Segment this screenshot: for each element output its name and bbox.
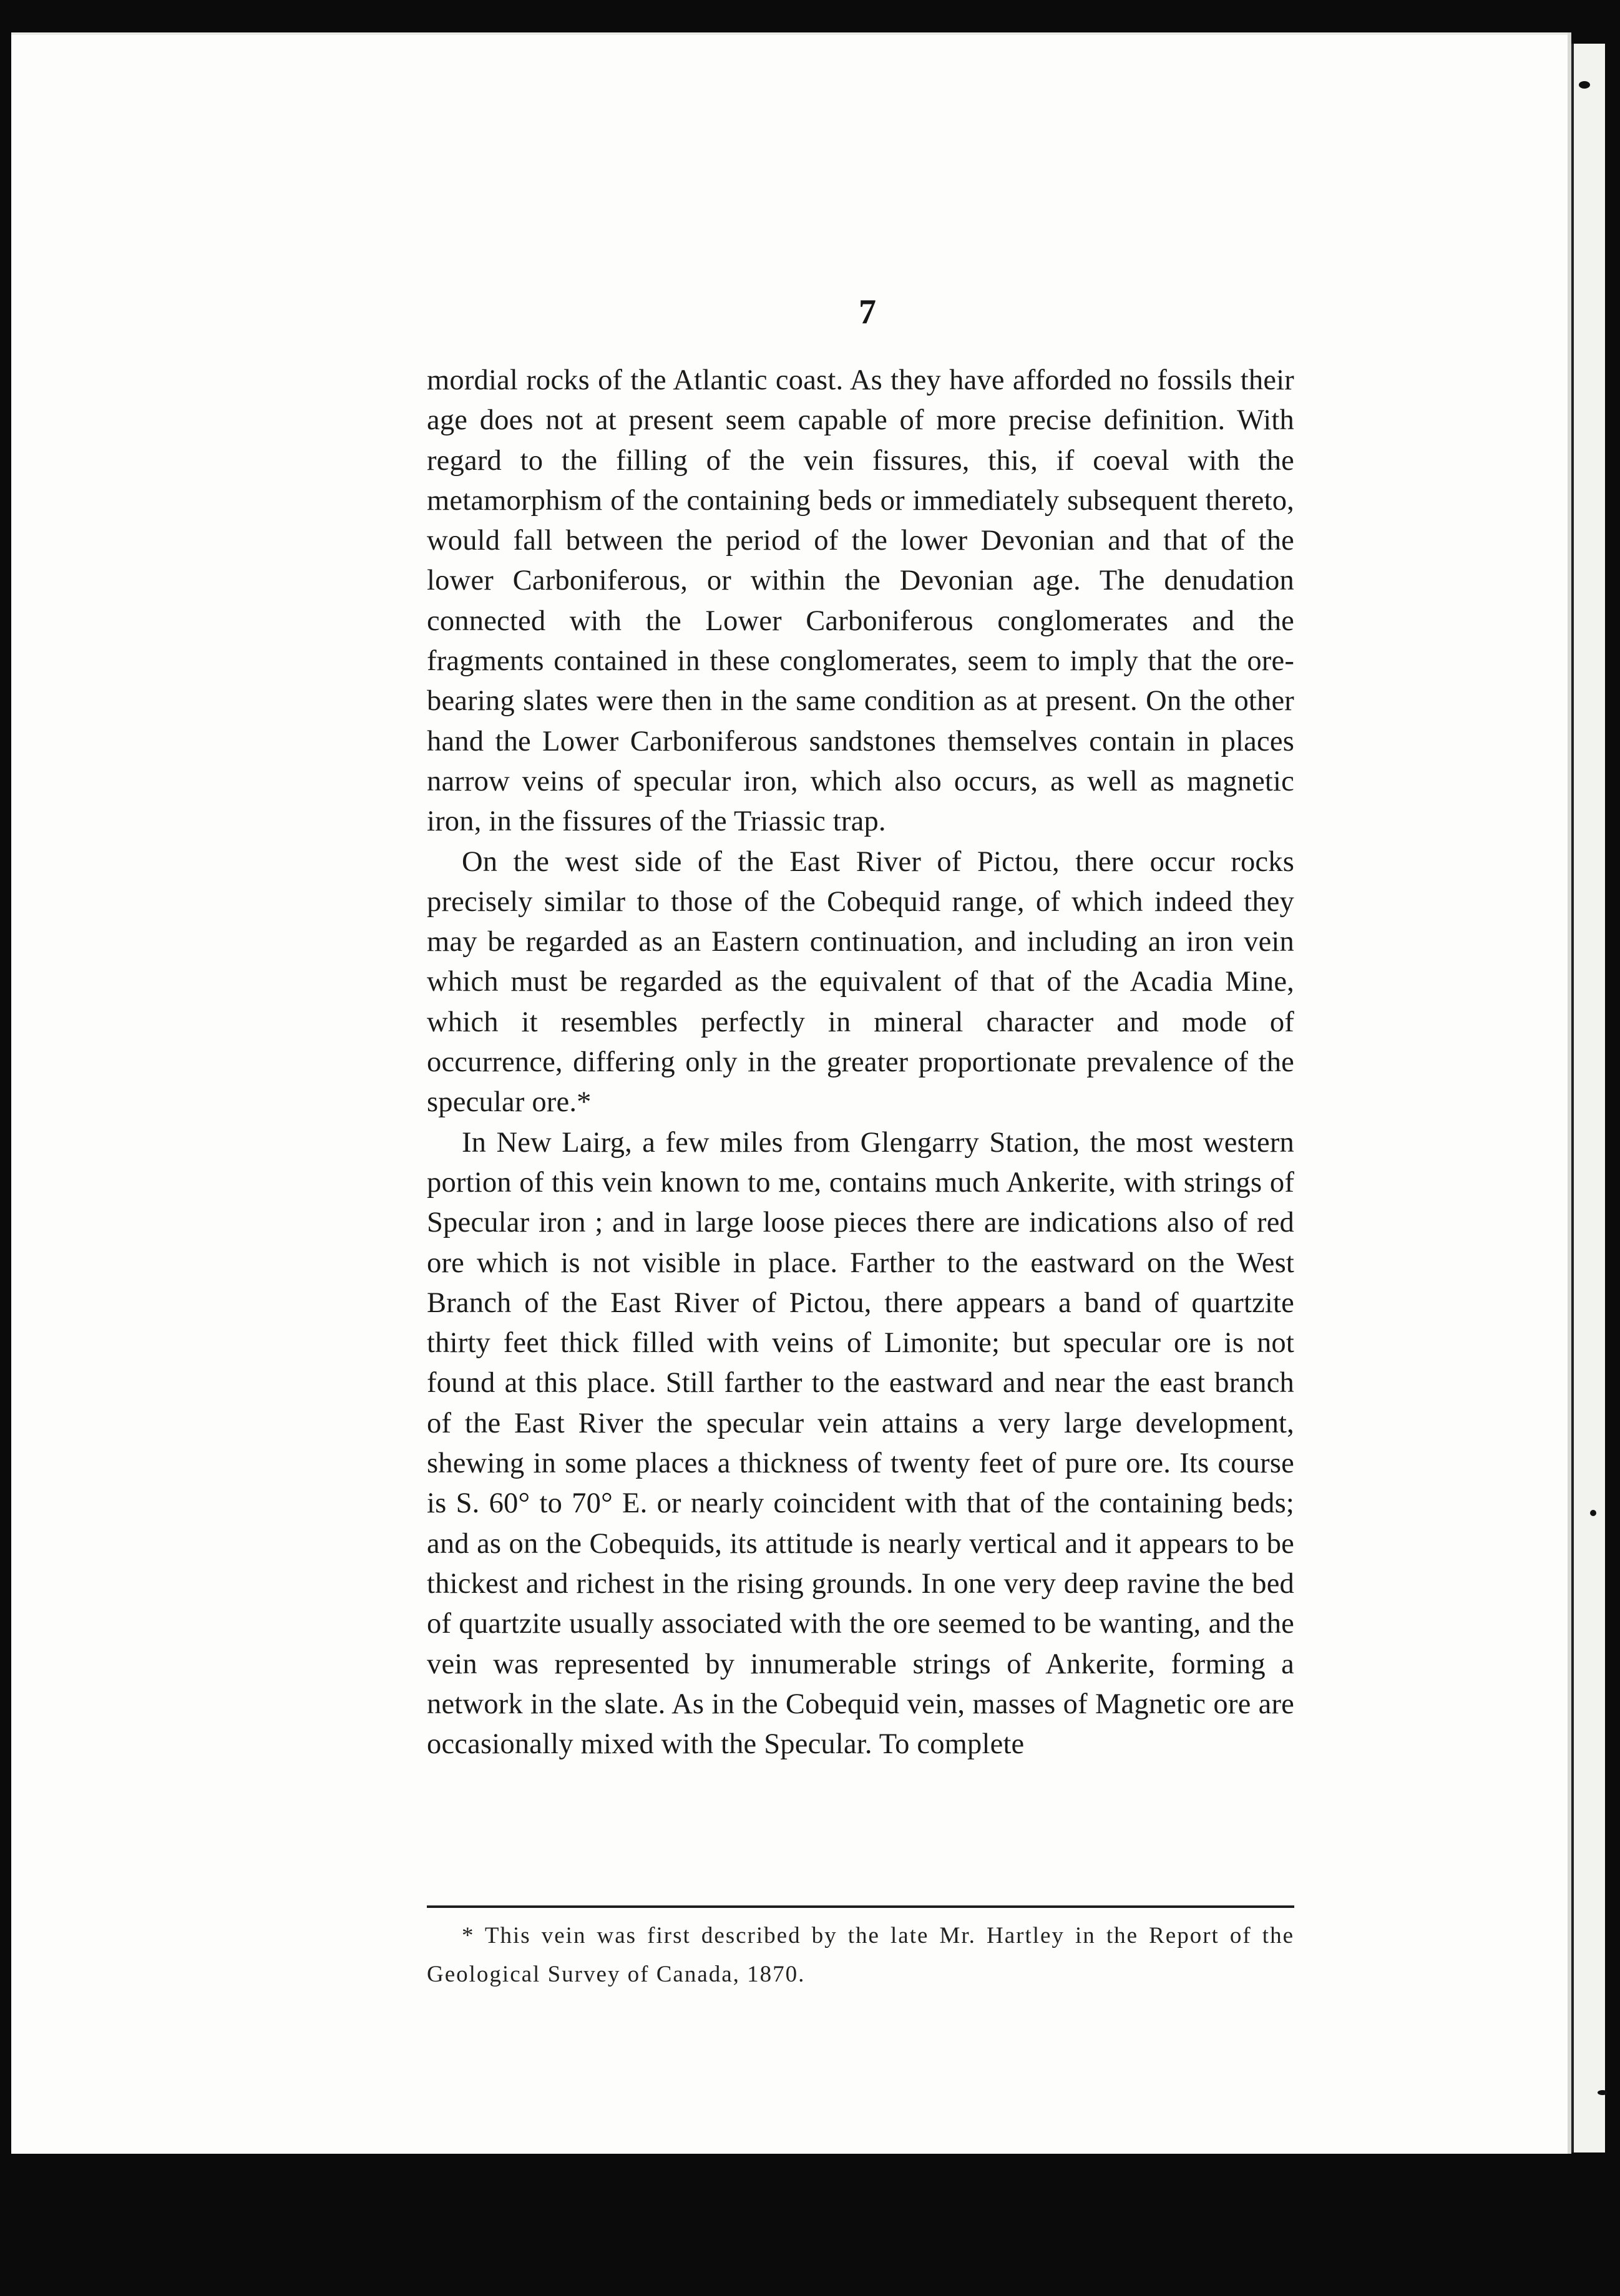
body-text	[427, 361, 1294, 1764]
footnote-divider	[427, 1905, 1294, 1908]
paragraph-3: In New Lairg, a few miles from Glengarry Station, the most western portion of this vein known to me, contains much Ankerite, with strings of Specular iron ; and in large loose pieces there are indications also of red ore which is not visible in place. Farther to the eastward on the West Branch of the East River of Pictou, there appears a band of quartzite thirty feet thick filled with veins of Limonite; but specular ore is not found at this place. Still farther to the eastward and near the east branch of the East River the specular vein attains a very large development, shewing in some places a thickness of twenty feet of pure ore. Its course is S. 60° to 70° E. or nearly coincident with that of the containing beds; and as on the Cobequids, its attitude is nearly vertical and it appears to be thickest and richest in the rising grounds. In one very deep ravine the bed of quartzite usually associated with the ore seemed to be wanting, and the vein was represented by innumerable strings of Ankerite, forming a network in the slate. As in the Cobequid vein, masses of Magnetic ore are occasionally mixed with the Specular. To complete	[427, 1126, 1294, 1761]
paragraph-1: mordial rocks of the Atlantic coast. As they have afforded no fossils their age does not at present seem capable of more precise definition. With regard to the filling of the vein fissures, this, if coeval with the metamorphism of the containing beds or immediately subsequent thereto, would fall between the period of the lower Devonian and that of the lower Carboniferous, or within the Devonian age. The denudation connected with the Lower Carboniferous conglomerates and the fragments contained in these conglomerates, seem to imply that the ore-bearing slates were then in the same condition as at present. On the other hand the Lower Carboniferous sandstones themselves contain in places narrow veins of specular iron, which also occurs, as well as magnetic iron, in the fissures of the Triassic trap.	[427, 364, 1294, 838]
paragraph-2: On the west side of the East River of Pictou, there occur rocks precisely similar to those of the Cobequid range, of which indeed they may be regarded as an Eastern continuation, and including an iron vein which must be regarded as the equivalent of that of the Acadia Mine, which it resembles perfectly in mineral character and mode of occurrence, differing only in the greater proportionate prevalence of the specular ore.*	[427, 845, 1294, 1119]
page-edge	[1571, 44, 1605, 2152]
scan-speck	[1598, 2090, 1608, 2095]
scan-border-bottom	[0, 2146, 1620, 2296]
footnote: * This vein was first described by the late Mr. Hartley in the Report of the Geological Survey of Canada, 1870.	[427, 1923, 1294, 1987]
scan-border-left	[0, 0, 12, 2296]
scan-speck	[1590, 1510, 1596, 1516]
scan-speck	[1579, 81, 1590, 89]
page-number: 7	[859, 293, 876, 331]
